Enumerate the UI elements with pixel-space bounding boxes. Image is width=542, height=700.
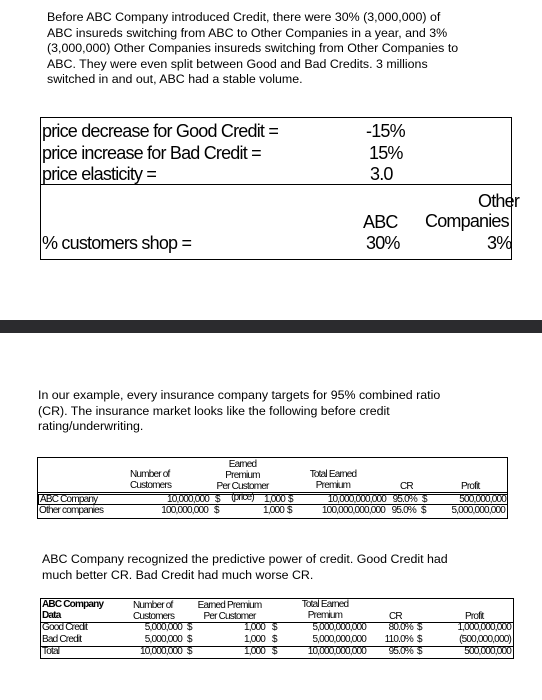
header-abc: ABC [363, 212, 398, 232]
shop-abc-value: 30% [366, 233, 400, 253]
assumption-label-bad: price increase for Bad Credit = [42, 143, 261, 163]
example-line: (CR). The insurance market looks like the following before credit [38, 403, 390, 418]
shop-label: % customers shop = [42, 233, 192, 253]
shop-other-value: 3% [487, 233, 512, 253]
separator-band [0, 320, 542, 333]
abc-header-cr: CR [389, 611, 402, 622]
intro-line: ABC. They were even split between Good and Bad Credits. 3 millions [47, 56, 428, 71]
intro-line: (3,000,000) Other Companies insureds switching from Other Companies to [47, 41, 459, 55]
table-row: Bad Credit 5,000,000 $ 1,000 $ 5,000,000,000 110.0% $ (500,000,000) [42, 634, 511, 645]
market-table-header-line [37, 492, 508, 493]
table-row: Good Credit 5,000,000 $ 1,000 $ 5,000,000,000 80.0% $ 1,000,000,000 [42, 622, 511, 633]
assumption-value-good: -15% [366, 121, 405, 141]
assumption-value-bad: 15% [369, 143, 403, 163]
market-header-earned: Earned Premium Per Customer (price) [216, 459, 269, 503]
intro-paragraph [47, 10, 517, 88]
recognized-paragraph [42, 552, 512, 583]
intro-line: Before ABC Company introduced Credit, there were 30% (3,000,000) of [47, 10, 441, 24]
abc-header-profit: Profit [465, 611, 484, 622]
abc-header-title: ABC Company Data [42, 599, 104, 621]
header-other-2: Companies [425, 211, 509, 231]
example-line: In our example, every insurance company targets for 95% combined ratio [38, 388, 441, 402]
intro-line: ABC insureds switching from ABC to Other Companies in a year, and 3% [47, 25, 448, 40]
intro-line: switched in and out, ABC had a stable volume. [47, 72, 303, 86]
assumption-value-elasticity: 3.0 [370, 164, 393, 184]
header-other-1: Other [478, 191, 520, 211]
abc-header-earned: Earned Premium Per Customer [197, 600, 262, 622]
assumption-label-elasticity: price elasticity = [42, 164, 157, 184]
example-paragraph [38, 388, 518, 435]
table-row: Other companies 100,000,000 $ 1,000 $ 100,000,000,000 95.0% $ 5,000,000,000 [39, 505, 505, 516]
recognized-line: ABC Company recognized the predictive power of credit. Good Credit had [42, 552, 448, 566]
assumption-label-good: price decrease for Good Credit = [42, 121, 279, 141]
abc-header-customers: Number of Customers [133, 600, 175, 622]
abc-header-total: Total Earned Premium [301, 599, 349, 621]
market-header-customers: Number of Customers [130, 469, 172, 491]
table-row: ABC Company 10,000,000 $ 1,000 $ 10,000,000,000 95.0% $ 500,000,000 [40, 494, 506, 505]
recognized-line: much better CR. Bad Credit had much worse CR. [42, 567, 314, 582]
market-header-total: Total Earned Premium [309, 469, 357, 491]
market-header-cr: CR [400, 481, 413, 492]
example-line: rating/underwriting. [38, 419, 144, 433]
table-row: Total 10,000,000 $ 1,000 $ 10,000,000,000 95.0% $ 500,000,000 [42, 646, 511, 657]
market-header-profit: Profit [461, 481, 480, 492]
